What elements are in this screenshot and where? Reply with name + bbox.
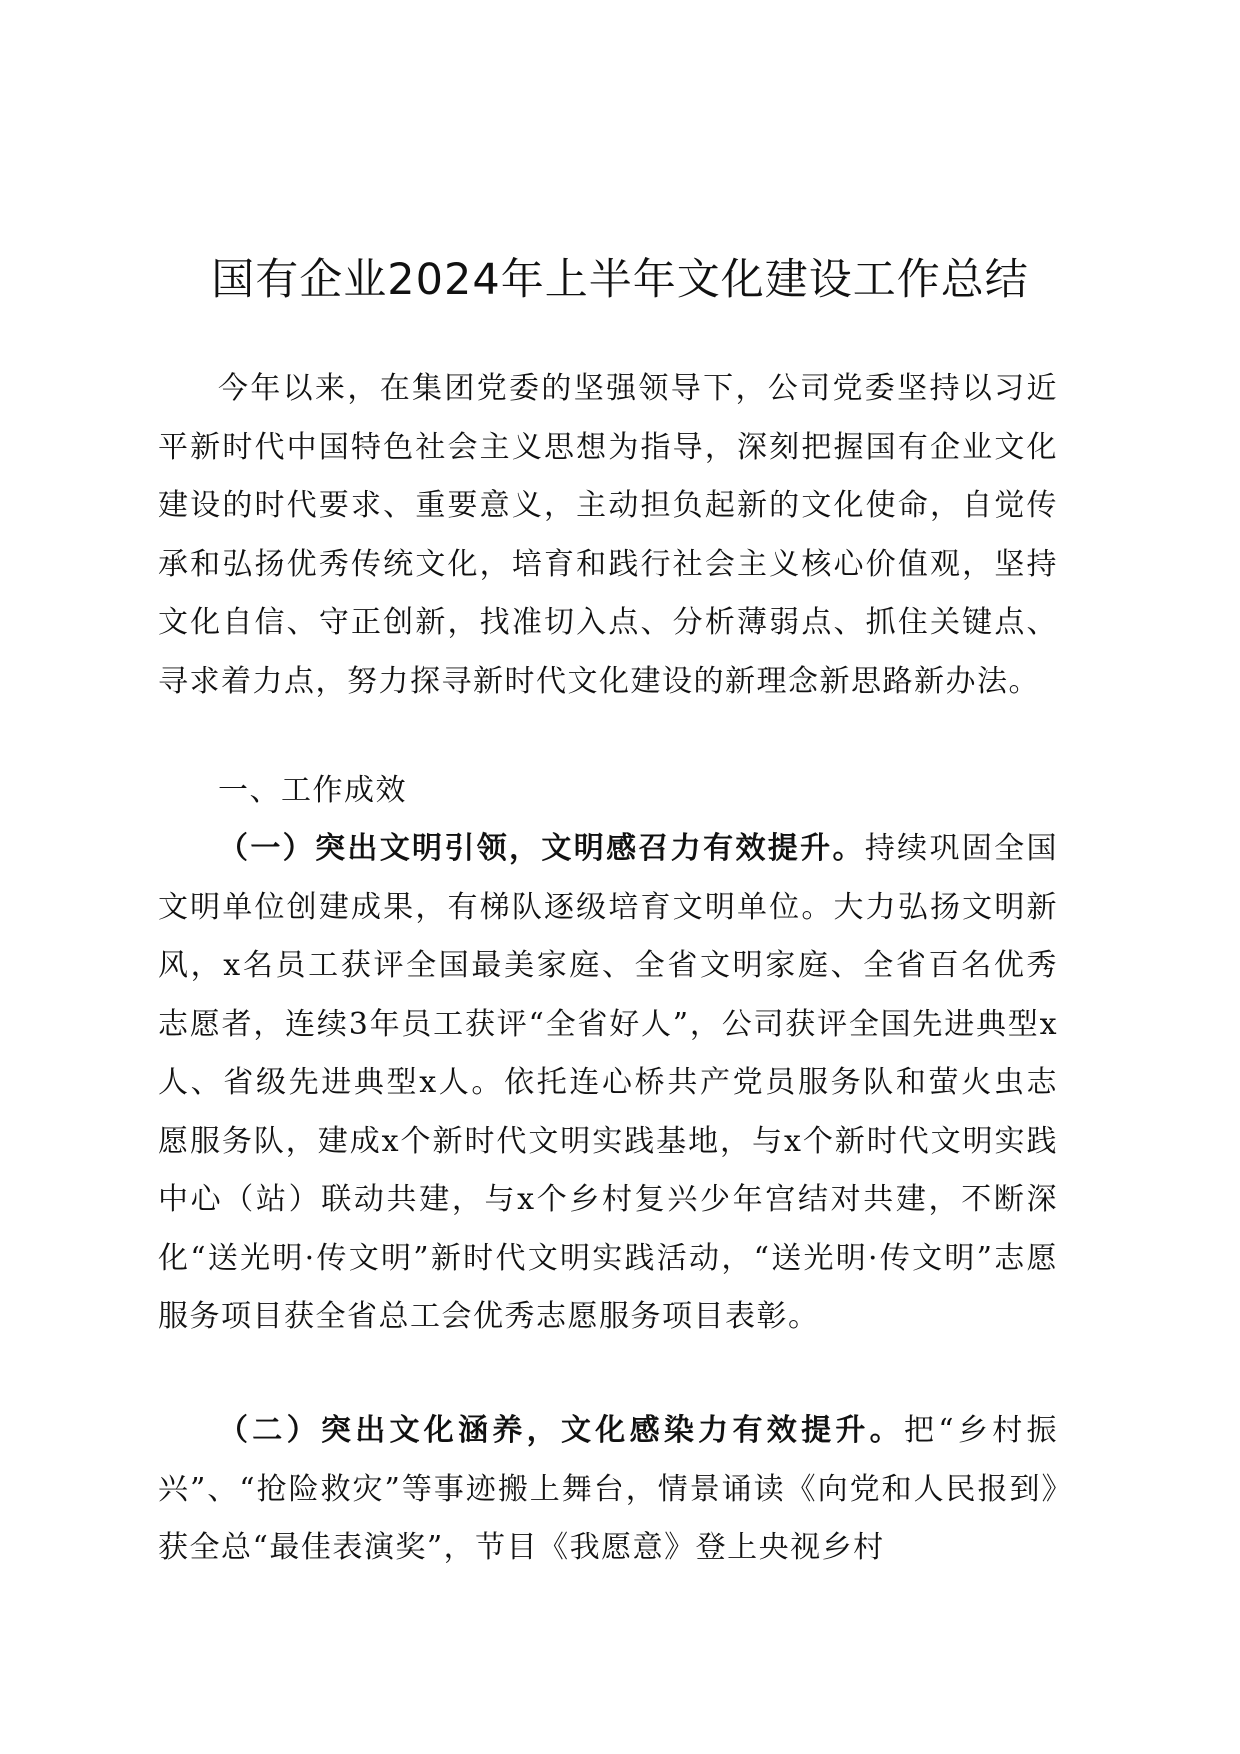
item-lead-civilization: （一）突出文明引领，文明感召力有效提升。 bbox=[218, 831, 865, 866]
document-title: 国有企业2024年上半年文化建设工作总结 bbox=[211, 255, 1029, 305]
section-heading-achievements: 一、工作成效 bbox=[218, 773, 407, 808]
item-paragraph-civilization bbox=[158, 820, 1058, 1347]
item-paragraph-culture bbox=[158, 1402, 1058, 1578]
item-text-culture: 把“乡村振兴”、“抢险救灾”等事迹搬上舞台，情景诵读《向党和人民报到》获全总“最佳表演奖”，节目《我愿意》登上央视乡村 bbox=[158, 1413, 1058, 1565]
intro-paragraph: 今年以来，在集团党委的坚强领导下，公司党委坚持以习近平新时代中国特色社会主义思想为指导，深刻把握国有企业文化建设的时代要求、重要意义，主动担负起新的文化使命，自觉传承和弘扬优秀传统文化，培育和践行社会主义核心价值观，坚持文化自信、守正创新，找准切入点、分析薄弱点、抓住关键点、寻求着力点，努力探寻新时代文化建设的新理念新思路新办法。 bbox=[158, 371, 1058, 699]
item-text-civilization: 持续巩固全国文明单位创建成果，有梯队逐级培育文明单位。大力弘扬文明新风，x名员工获评全国最美家庭、全省文明家庭、全省百名优秀志愿者，连续3年员工获评“全省好人”，公司获评全国先进典型x人、省级先进典型x人。依托连心桥共产党员服务队和萤火虫志愿服务队，建成x个新时代文明实践基地，与x个新时代文明实践中心（站）联动共建，与x个乡村复兴少年宫结对共建，不断深化“送光明·传文明”新时代文明实践活动，“送光明·传文明”志愿服务项目获全省总工会优秀志愿服务项目表彰。 bbox=[158, 831, 1059, 1334]
item-lead-culture: （二）突出文化涵养，文化感染力有效提升。 bbox=[218, 1413, 904, 1448]
